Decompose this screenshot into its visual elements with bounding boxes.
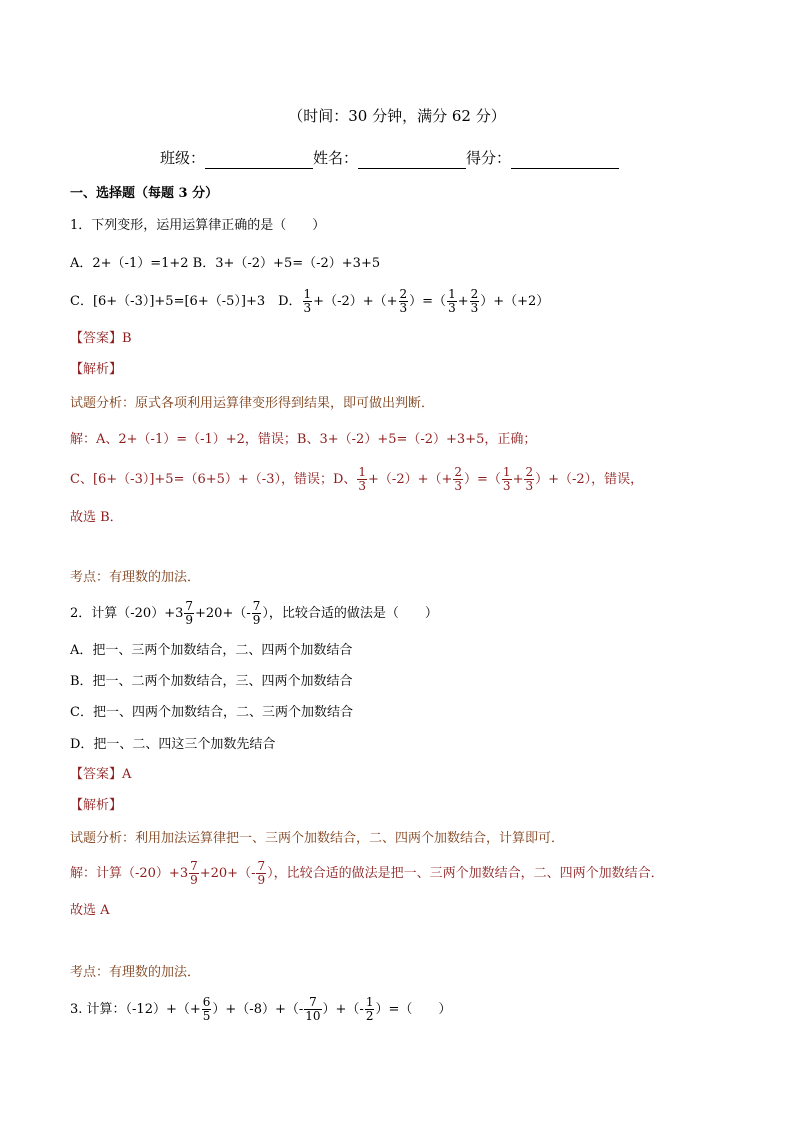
- q2-analysis: 试题分析：利用加法运算律把一、三两个加数结合，二、四两个加数结合，计算即可．: [70, 831, 565, 846]
- q1-option-d-part: ）=（: [409, 294, 447, 309]
- fraction-one-third: $\frac{1}{3}$: [448, 287, 456, 315]
- q2-stem: 2．计算（-20）+3 $\frac{7}{9}$ +20+（- $\frac{7}{9}$ ），比较合适的做法是（ ）: [70, 599, 438, 627]
- q2-option-c: C．把一、四两个加数结合，二、三两个加数结合: [70, 705, 353, 720]
- q2-answer: 【答案】A: [70, 767, 132, 782]
- name-label: 姓名：: [313, 149, 359, 167]
- q2-option-a: A．把一、三两个加数结合，二、四两个加数结合: [70, 643, 353, 658]
- student-info-row: [160, 147, 619, 169]
- fraction-seven-ninths: $\frac{7}{9}$: [257, 859, 266, 887]
- q1-answer: 【答案】B: [70, 331, 132, 346]
- q2-analysis-tag: 【解析】: [70, 798, 123, 813]
- fraction-six-fifths: $\frac{6}{5}$: [202, 995, 211, 1023]
- fraction-two-thirds: $\frac{2}{3}$: [399, 287, 408, 315]
- q3-stem: 3. 计算：（-12）+（+ $\frac{6}{5}$ ）+（-8）+（- $\frac{7}{10}$ ）+（- $\frac{1}{2}$ ）=（ ）: [70, 995, 452, 1023]
- q1-options-cd: [70, 288, 549, 315]
- q1-stem: 1．下列变形，运用运算律正确的是（ ）: [70, 218, 326, 233]
- fraction-one-third: $\frac{1}{3}$: [358, 465, 367, 493]
- class-blank[interactable]: [205, 154, 313, 169]
- q1-options-ab: A．2+（-1）=1+2 B．3+（-2）+5=（-2）+3+5: [70, 256, 381, 271]
- q1-analysis-tag: 【解析】: [70, 362, 123, 377]
- q2-option-b: B．把一、二两个加数结合，三、四两个加数结合: [70, 674, 353, 689]
- q2-knowledge-point: 考点：有理数的加法．: [70, 965, 201, 980]
- score-label: 得分：: [466, 149, 512, 167]
- score-blank[interactable]: [511, 154, 619, 169]
- fraction-two-thirds: $\frac{2}{3}$: [454, 465, 463, 493]
- fraction-seven-ninths: $\frac{7}{9}$: [252, 599, 261, 627]
- q2-option-d: D．把一、二、四这三个加数先结合: [70, 737, 276, 752]
- exam-time-line: （时间：30 分钟，满分 62 分）: [288, 107, 506, 125]
- fraction-seven-tenths: $\frac{7}{10}$: [305, 995, 321, 1023]
- class-label: 班级：: [160, 149, 206, 167]
- q1-option-d-part: +: [457, 294, 469, 309]
- fraction-two-thirds: $\frac{2}{3}$: [525, 465, 534, 493]
- fraction-seven-ninths: $\frac{7}{9}$: [185, 599, 194, 627]
- q1-solution-line2: C、[6+（-3）]+5=（6+5）+（-3），错误；D、 $\frac{1}{3}$ +（-2）+（+ $\frac{2}{3}$ ）=（ $\frac{1}{3}$ + $\frac{2}{3}$ ）+（-2），错误，: [70, 465, 644, 493]
- section-title: 一、选择题（每题 3 分）: [70, 186, 219, 201]
- q1-option-d-part: +（-2）+（+: [313, 294, 398, 309]
- fraction-one-third: $\frac{1}{3}$: [303, 287, 312, 315]
- q1-option-c: C．[6+（-3）]+5=[6+（-5）]+3 D．: [70, 294, 302, 309]
- q2-conclusion: 故选 A: [70, 903, 110, 918]
- q1-option-d-part: ）+（+2）: [480, 294, 550, 309]
- q1-conclusion: 故选 B．: [70, 510, 123, 525]
- q1-knowledge-point: 考点：有理数的加法．: [70, 570, 201, 585]
- q1-solution-line1: 解：A、2+（-1）=（-1）+2，错误；B、3+（-2）+5=（-2）+3+5，正确；: [70, 432, 537, 447]
- fraction-one-half: $\frac{1}{2}$: [365, 995, 374, 1023]
- name-blank[interactable]: [358, 154, 466, 169]
- fraction-seven-ninths: $\frac{7}{9}$: [190, 859, 198, 887]
- q1-analysis: 试题分析：原式各项利用运算律变形得到结果，即可做出判断．: [70, 396, 435, 411]
- fraction-two-thirds: $\frac{2}{3}$: [470, 287, 479, 315]
- fraction-one-third: $\frac{1}{3}$: [502, 465, 511, 493]
- q2-solution: 解：计算（-20）+3 $\frac{7}{9}$ +20+（- $\frac{7}{9}$ ），比较合适的做法是把一、三两个加数结合，二、四两个加数结合．: [70, 859, 664, 887]
